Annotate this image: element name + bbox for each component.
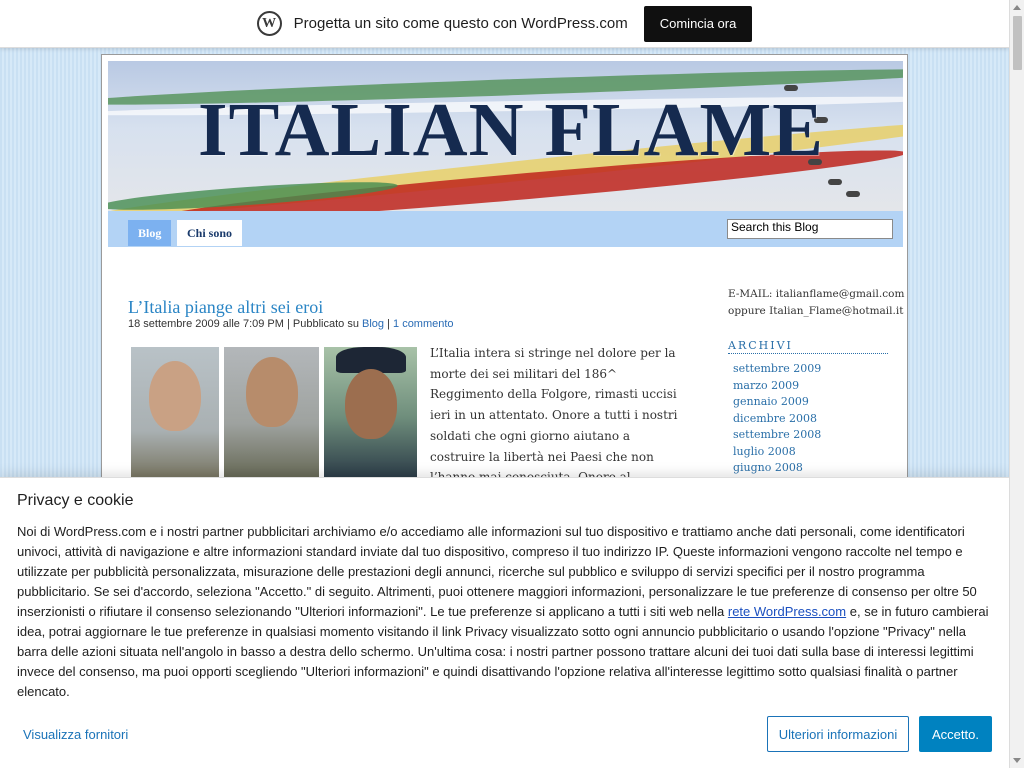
archive-link[interactable]: luglio 2008 [733,444,796,458]
email-line-2: oppure Italian_Flame@hotmail.it [728,305,904,317]
wordpress-logo-icon[interactable]: W [257,11,282,36]
wordpress-promo-bar [0,0,1009,48]
archive-link[interactable]: settembre 2008 [733,428,822,441]
scroll-down-arrow-icon[interactable] [1013,758,1021,763]
nav-bar [108,211,903,247]
accept-button[interactable]: Accetto. [919,716,992,752]
archive-link[interactable]: settembre 2009 [733,362,822,375]
post-photo-soldier-2 [224,347,319,487]
search-input[interactable]: Search this Blog [727,219,893,239]
jet-icon [846,191,860,197]
post-photo-soldier-3 [324,347,417,487]
meta-separator: | [384,318,394,330]
face-3 [345,369,397,439]
post-title[interactable]: L’Italia piange altri sei eroi [128,297,324,317]
tab-chi-sono[interactable]: Chi sono [177,220,242,246]
archive-link[interactable]: marzo 2009 [733,378,800,392]
view-vendors-link[interactable]: Visualizza fornitori [23,727,129,742]
archive-list [733,361,821,477]
face-2 [246,357,298,427]
cookie-consent-banner [0,477,1009,768]
vertical-scrollbar[interactable] [1009,0,1024,768]
archive-link[interactable]: giugno 2008 [733,461,803,474]
cookie-title: Privacy e cookie [17,492,134,509]
face-1 [149,361,201,431]
tab-blog[interactable]: Blog [128,220,171,246]
cookie-text-part-2: e, se in futuro cambierai idea, potrai aggiornare le tue preferenze in qualsiasi momento visitando il link Privacy visualizzato sotto ogni annuncio pubblicitario o usando l'opzione "Privacy" nella barra delle azioni situata nell'angolo in basso a destra dello schermo. Un'ultima cosa: i nostri partner possono trattare alcuni dei tuoi dati sulla base di interessi legittimi invece del consenso, ma puoi opporti scegliendo "Ulteriori informazioni" e quindi disattivando l'opzione relativa all'interesse legittimo sotto qualsiasi finalità o partner elencato. [17,604,989,699]
post-comments-link[interactable]: 1 commento [393,318,454,330]
wordpress-network-link[interactable]: rete WordPress.com [727,604,847,619]
more-info-button[interactable]: Ulteriori informazioni [767,716,909,752]
scroll-up-arrow-icon[interactable] [1013,5,1021,10]
jet-icon [828,179,842,185]
archive-heading: ARCHIVI [728,339,888,354]
sidebar-email [728,286,904,320]
cookie-text-part-1: Noi di WordPress.com e i nostri partner pubblicitari archiviamo e/o accediamo alle informazioni sul tuo dispositivo e trattiamo anche dati personali, come identificatori univoci, attività di navigazione e altre informazioni standard inviate dal tuo dispositivo, compreso il tuo indirizzo IP. Queste informazioni vengono raccolte nel tempo e utilizzate per pubblicità personalizzata, misurazione delle prestazioni degli annunci, ricerche sul pubblico e sviluppo di servizi specifici per il nostro programma pubblicitario. Se sei d'accordo, seleziona "Accetto." di seguito. Altrimenti, puoi ottenere maggiori informazioni, personalizzare le tue preferenze di consenso per oltre 50 inserzionisti o rifiutare il consenso selezionando "Ulteriori informazioni". Le tue preferenze si applicano a tutti i siti web nella [17,524,977,619]
site-title: ITALIAN FLAME [198,88,824,172]
start-now-button[interactable]: Comincia ora [644,6,753,42]
archive-link[interactable]: dicembre 2008 [733,411,817,425]
header-banner-image[interactable] [108,61,903,211]
cookie-text [17,522,992,702]
archive-link[interactable]: gennaio 2009 [733,395,809,408]
promo-text: Progetta un sito come questo con WordPress.com [293,15,628,32]
scrollbar-thumb[interactable] [1013,16,1022,70]
post-category-link[interactable]: Blog [362,318,385,330]
email-line-1: E-MAIL: italianflame@gmail.com [728,288,905,300]
post-photo-soldier-1 [131,347,219,487]
post-excerpt: L’Italia intera si stringe nel dolore per la morte dei sei militari del 186^ Reggimento della Folgore, rimasti uccisi ieri in un attentato. Onore a tutti i nostri soldati che ogni giorno aiutano a costruire la libertà nei Paesi che non [430,346,678,464]
post-meta [128,318,454,330]
post-date: 18 settembre 2009 alle 7:09 PM | Pubblicato su [128,318,362,330]
